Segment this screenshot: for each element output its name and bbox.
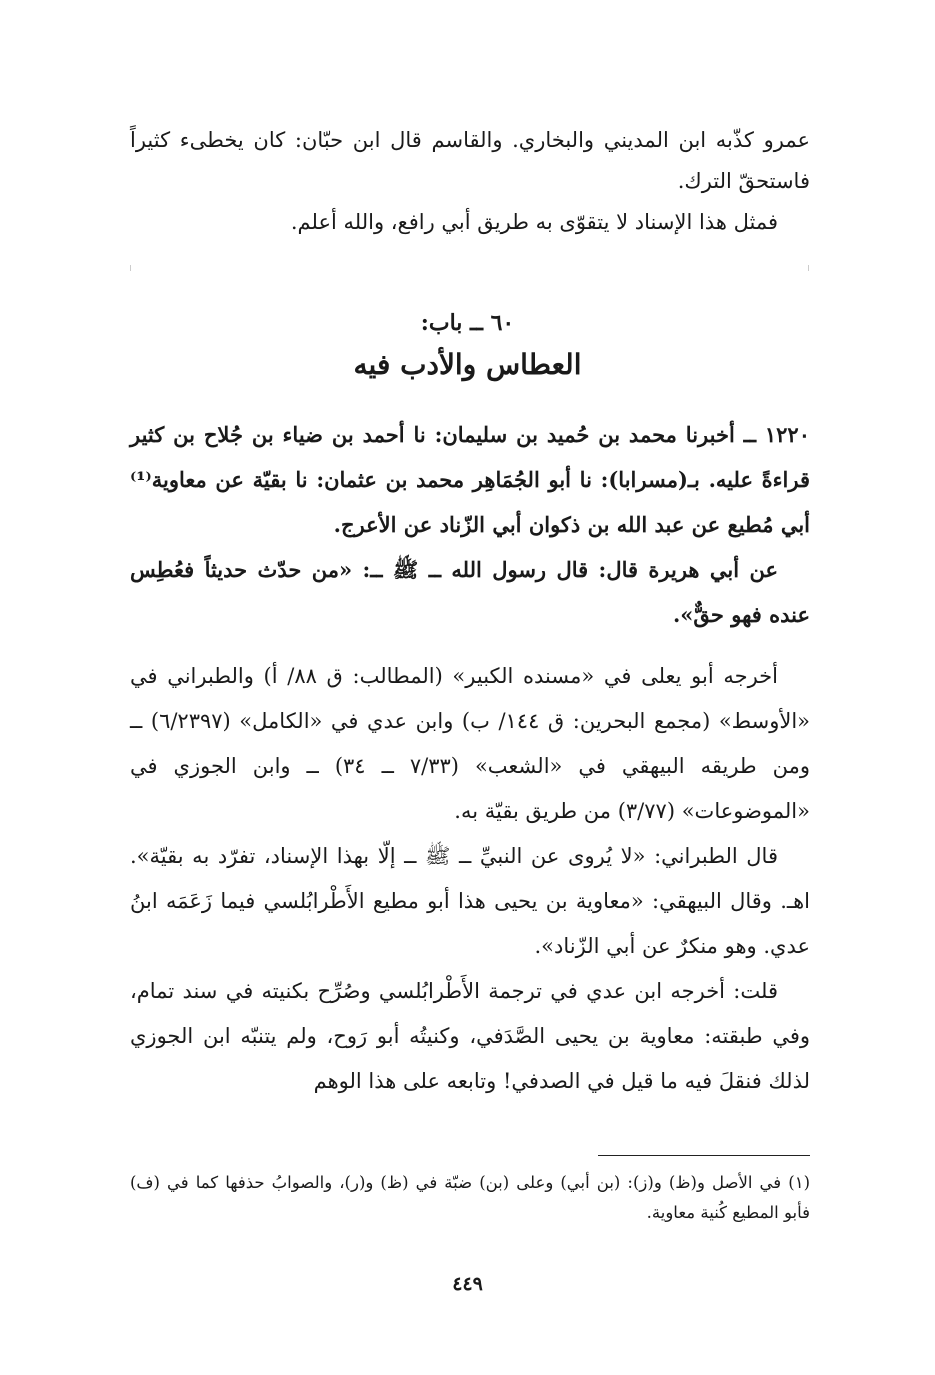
footnote-text: (١) في الأصل و(ظ) و(ز): (بن أبي) وعلى (بن) ضبّة في (ظ) و(ر)، والصوابُ حذفها كما في (ف) فأبو المطيع كُنية معاوية. (130, 1173, 810, 1222)
commentary-paragraph-3: قلت: أخرجه ابن عدي في ترجمة الأَطْرابُلسي وصُرِّح بكنيته في سند تمام، وفي طبقته: معاوية بن يحيى الصَّدَفي، وكنيتُه أبو رَوح، ولم يتنبّه ابن الجوزي لذلك فنقلَ فيه ما قيل في الصدفي! وتابعه على هذا الوهم (130, 979, 810, 1093)
footnote-section (130, 1168, 810, 1228)
hadith-isnad: ١٢٢٠ ــ أخبرنا محمد بن حُميد بن سليمان: نا أحمد بن ضياء بن جُلاح بن كثير قراءةً عليه. بـ(مسرابا): نا أبو الجُمَاهِر محمد بن عثمان: نا بقيّة عن معاوية⁽¹⁾ أبي مُطيع عن عبد الله بن ذكوان أبي الزّناد عن الأعرج. (130, 422, 810, 537)
intro-paragraph-1: عمرو كذّبه ابن المديني والبخاري. والقاسم قال ابن حبّان: كان يخطىء كثيراً فاستحقّ الترك. (130, 128, 810, 193)
footnote-divider (598, 1155, 810, 1156)
commentary-paragraph-1: أخرجه أبو يعلى في «مسنده الكبير» (المطالب: ق ٨٨/ أ) والطبراني في «الأوسط» (مجمع البحرين: ق ١٤٤/ ب) وابن عدي في «الكامل» (٦/٢٣٩٧) ــ ومن طريقه البيهقي في «الشعب» (٧/٣٣ ــ ٣٤) ــ وابن الجوزي في «الموضوعات» (٣/٧٧) من طريق بقيّة به. (130, 664, 810, 823)
page-speck (130, 265, 131, 271)
hadith-matn: عن أبي هريرة قال: قال رسول الله ــ ﷺ ــ: «من حدّث حديثاً فعُطِس عنده فهو حقٌّ». (130, 557, 810, 627)
intro-paragraph-2: فمثل هذا الإسناد لا يتقوّى به طريق أبي رافع، والله أعلم. (290, 210, 778, 234)
chapter-title: العطاس والأدب فيه (353, 348, 582, 381)
page-number: ٤٤٩ (452, 1273, 483, 1295)
chapter-number: ٦٠ ــ باب: (420, 310, 515, 336)
commentary-paragraph-2: قال الطبراني: «لا يُروى عن النبيِّ ــ ﷺ ــ إلّا بهذا الإسناد، تفرّد به بقيّة». اهـ. وقال البيهقي: «معاوية بن يحيى هذا أبو مطيع الأَطْرابُلسي فيما زَعَمَه ابنُ عدي. وهو منكرٌ عن أبي الزّناد». (130, 844, 810, 958)
intro-section (130, 120, 810, 243)
hadith-section (130, 412, 810, 637)
commentary-section (130, 654, 810, 1104)
page-speck (808, 265, 809, 271)
